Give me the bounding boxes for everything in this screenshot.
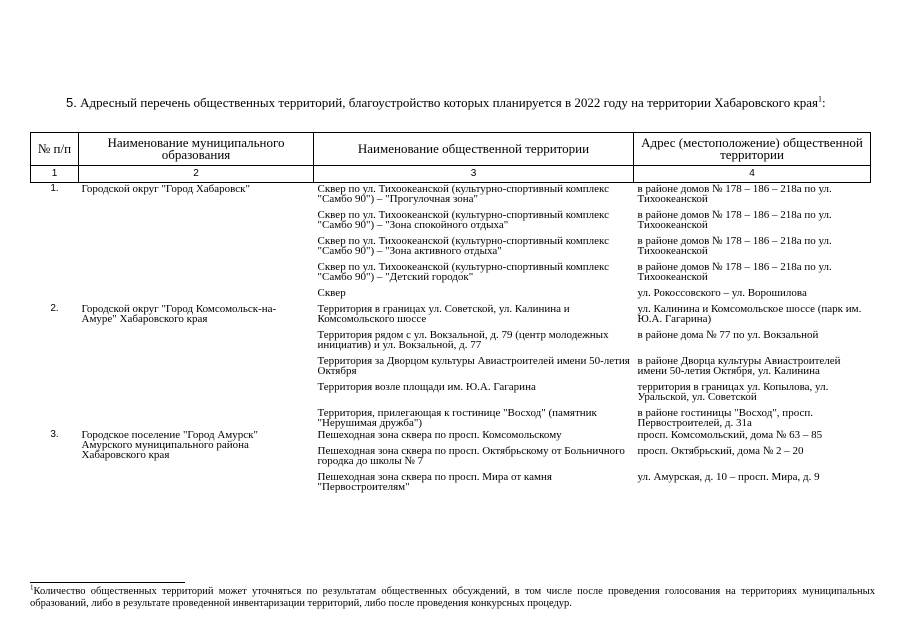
territory-address: ул. Амурская, д. 10 – просп. Мира, д. 9 <box>637 471 820 483</box>
territory-address: в районе домов № 178 – 186 – 218а по ул. Тихоокеанской <box>637 209 832 231</box>
row-number: 1. <box>50 183 59 194</box>
territory-address: ул. Калинина и Комсомольское шоссе (парк им. Ю.А. Гагарина) <box>637 303 862 325</box>
territory-name: Пешеходная зона сквера по просп. Комсомольскому <box>317 429 562 441</box>
column-number: 1 <box>31 166 79 183</box>
footnote-separator <box>30 582 185 583</box>
territory-address: в районе гостиницы "Восход", просп. Первостроителей, д. 31а <box>637 407 813 429</box>
municipality-name: Городской округ "Город Комсомольск-на-Амуре" Хабаровского края <box>81 303 277 325</box>
column-numbers-row <box>31 166 871 183</box>
territory-name: Сквер по ул. Тихоокеанской (культурно-спортивный комплекс "Самбо 90") – "Детский городок" <box>317 261 609 283</box>
header-municipality: Наименование муниципального образования <box>79 133 314 166</box>
header-address: Адрес (местоположение) общественной территории <box>634 133 871 166</box>
footnote-mark: 1 <box>30 583 34 592</box>
column-number: 3 <box>314 166 634 183</box>
column-number: 4 <box>634 166 871 183</box>
territory-name: Территория в границах ул. Советской, ул. Калинина и Комсомольского шоссе <box>317 303 570 325</box>
territory-address: в районе домов № 178 – 186 – 218а по ул. Тихоокеанской <box>637 235 832 257</box>
territory-name: Сквер по ул. Тихоокеанской (культурно-спортивный комплекс "Самбо 90") – "Прогулочная зона" <box>317 183 609 205</box>
territory-name: Пешеходная зона сквера по просп. Октябрьскому от Больничного городка до школы № 7 <box>317 445 625 467</box>
territory-name: Территория рядом с ул. Вокзальной, д. 79 (центр молодежных инициатив) и ул. Вокзальной, д. 77 <box>317 329 609 351</box>
footnote-ref[interactable]: 1 <box>818 94 823 104</box>
municipality-name: Городское поселение "Город Амурск" Амурского муниципального района Хабаровского края <box>81 429 258 461</box>
section-title: Адресный перечень общественных территорий, благоустройство которых планируется в 2022 году на территории Хабаровского края <box>80 95 819 110</box>
territory-name: Территория за Дворцом культуры Авиастроителей имени 50-летия Октября <box>317 355 630 377</box>
municipality-name: Городской округ "Город Хабаровск" <box>81 183 251 195</box>
territory-name: Сквер по ул. Тихоокеанской (культурно-спортивный комплекс "Самбо 90") – "Зона спокойного отдыха" <box>317 209 609 231</box>
column-number: 2 <box>79 166 314 183</box>
table-row <box>31 183 871 210</box>
table-row <box>31 429 871 445</box>
footnote <box>30 583 875 610</box>
row-number: 3. <box>50 429 59 440</box>
territory-name: Территория, прилегающая к гостинице "Восход" (памятник "Нерушимая дружба") <box>317 407 597 429</box>
section-number: 5. <box>66 95 77 110</box>
territory-name: Территория возле площади им. Ю.А. Гагарина <box>317 381 536 393</box>
territory-address: в районе дома № 77 по ул. Вокзальной <box>637 329 819 341</box>
territory-address: ул. Рокоссовского – ул. Ворошилова <box>637 287 807 299</box>
territories-table <box>30 132 871 497</box>
section-heading <box>66 94 866 110</box>
territory-address: в районе домов № 178 – 186 – 218а по ул. Тихоокеанской <box>637 183 832 205</box>
row-number: 2. <box>50 303 59 314</box>
section-title-end: : <box>822 95 826 110</box>
table-row <box>31 303 871 329</box>
territory-name: Сквер по ул. Тихоокеанской (культурно-спортивный комплекс "Самбо 90") – "Зона активного отдыха" <box>317 235 609 257</box>
header-territory: Наименование общественной территории <box>314 133 634 166</box>
territory-address: просп. Комсомольский, дома № 63 – 85 <box>637 429 823 441</box>
header-number: № п/п <box>31 133 79 166</box>
footnote-text: Количество общественных территорий может уточняться по результатам общественных обсуждений, в том числе после проведения голосования на территориях муниципальных образований, либо в результате проведенной инвентаризации территорий, либо после проведения конкурсных процедур. <box>30 586 875 609</box>
territory-address: в районе домов № 178 – 186 – 218а по ул. Тихоокеанской <box>637 261 832 283</box>
table-header-row <box>31 133 871 166</box>
territory-address: в районе Дворца культуры Авиастроителей имени 50-летия Октября, ул. Калинина <box>637 355 841 377</box>
territory-address: просп. Октябрьский, дома № 2 – 20 <box>637 445 804 457</box>
territory-name: Сквер <box>317 287 346 299</box>
territory-address: территория в границах ул. Копылова, ул. Уральской, ул. Советской <box>637 381 829 403</box>
territory-name: Пешеходная зона сквера по просп. Мира от камня "Первостроителям" <box>317 471 552 493</box>
